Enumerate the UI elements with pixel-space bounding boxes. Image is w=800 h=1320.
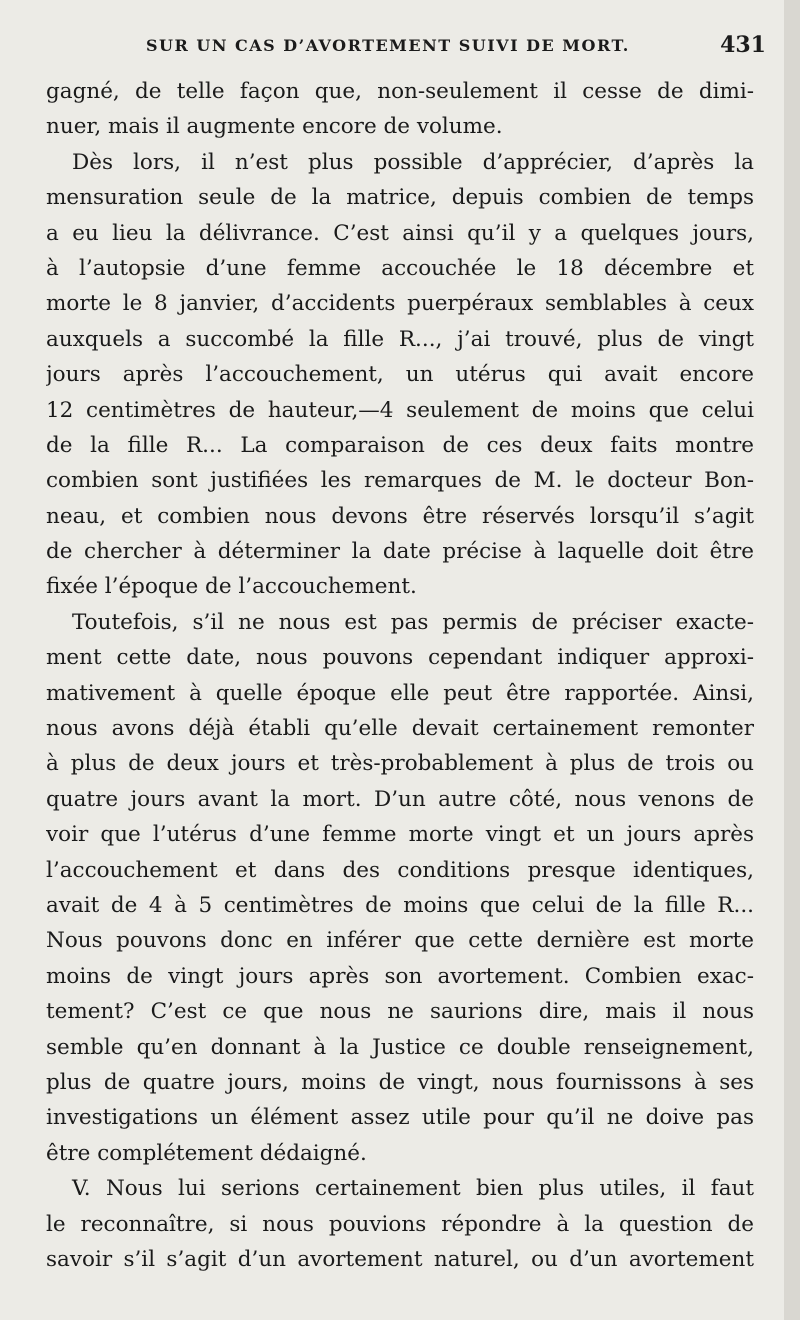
text-line: auxquels a succombé la fille R..., j’ai trouvé, plus de vingt: [46, 326, 754, 352]
text-line: V. Nous lui serions certainement bien plus utiles, il faut: [72, 1176, 754, 1202]
text-line: Nous pouvons donc en inférer que cette dernière est morte: [46, 928, 754, 954]
text-line: moins de vingt jours après son avortement. Combien exac-: [46, 963, 754, 989]
text-line: de la fille R... La comparaison de ces deux faits montre: [46, 432, 754, 458]
text-line: plus de quatre jours, moins de vingt, nous fournissons à ses: [46, 1069, 754, 1095]
text-line: investigations un élément assez utile pour qu’il ne doive pas: [46, 1105, 754, 1131]
text-line: l’accouchement et dans des conditions presque identiques,: [46, 857, 754, 883]
text-line: ment cette date, nous pouvons cependant indiquer approxi-: [46, 645, 754, 671]
text-line: 12 centimètres de hauteur,—4 seulement de moins que celui: [46, 397, 754, 423]
text-line: nous avons déjà établi qu’elle devait certainement remonter: [46, 716, 754, 742]
text-line: jours après l’accouchement, un utérus qui avait encore: [46, 362, 754, 388]
text-line: a eu lieu la délivrance. C’est ainsi qu’il y a quelques jours,: [46, 220, 754, 246]
body-text: [46, 74, 754, 1277]
text-line: voir que l’utérus d’une femme morte vingt et un jours après: [46, 822, 754, 848]
page-edge-shadow: [784, 0, 800, 1320]
text-line: Dès lors, il n’est plus possible d’apprécier, d’après la: [72, 149, 754, 175]
text-line: mensuration seule de la matrice, depuis combien de temps: [46, 185, 754, 211]
text-line: combien sont justifiées les remarques de M. le docteur Bon-: [46, 468, 754, 494]
text-line: fixée l’époque de l’accouchement.: [46, 574, 417, 600]
text-line: semble qu’en donnant à la Justice ce double renseignement,: [46, 1034, 754, 1060]
text-line: être complétement dédaigné.: [46, 1140, 367, 1166]
text-line: gagné, de telle façon que, non-seulement il cesse de dimi-: [46, 79, 754, 104]
text-line: à l’autopsie d’une femme accouchée le 18 décembre et: [46, 255, 754, 281]
text-line: à plus de deux jours et très-probablement à plus de trois ou: [46, 751, 754, 777]
text-line: quatre jours avant la mort. D’un autre côté, nous venons de: [46, 786, 754, 812]
text-line: de chercher à déterminer la date précise à laquelle doit être: [46, 539, 754, 565]
text-line: avait de 4 à 5 centimètres de moins que celui de la fille R...: [46, 892, 754, 918]
running-title: SUR UN CAS D’AVORTEMENT SUIVI DE MORT.: [146, 36, 630, 55]
text-line: savoir s’il s’agit d’un avortement naturel, ou d’un avortement: [46, 1246, 754, 1272]
text-line: le reconnaître, si nous pouvions répondre à la question de: [46, 1211, 754, 1237]
text-line: morte le 8 janvier, d’accidents puerpéraux semblables à ceux: [46, 291, 754, 317]
text-line: neau, et combien nous devons être réservés lorsqu’il s’agit: [46, 503, 754, 529]
text-line: nuer, mais il augmente encore de volume.: [46, 114, 503, 140]
text-line: Toutefois, s’il ne nous est pas permis de préciser exacte-: [72, 609, 754, 635]
page-number: 431: [720, 32, 766, 58]
text-line: mativement à quelle époque elle peut être rapportée. Ainsi,: [46, 680, 754, 706]
page-header: [46, 32, 766, 60]
text-line: tement? C’est ce que nous ne saurions dire, mais il nous: [46, 999, 754, 1025]
